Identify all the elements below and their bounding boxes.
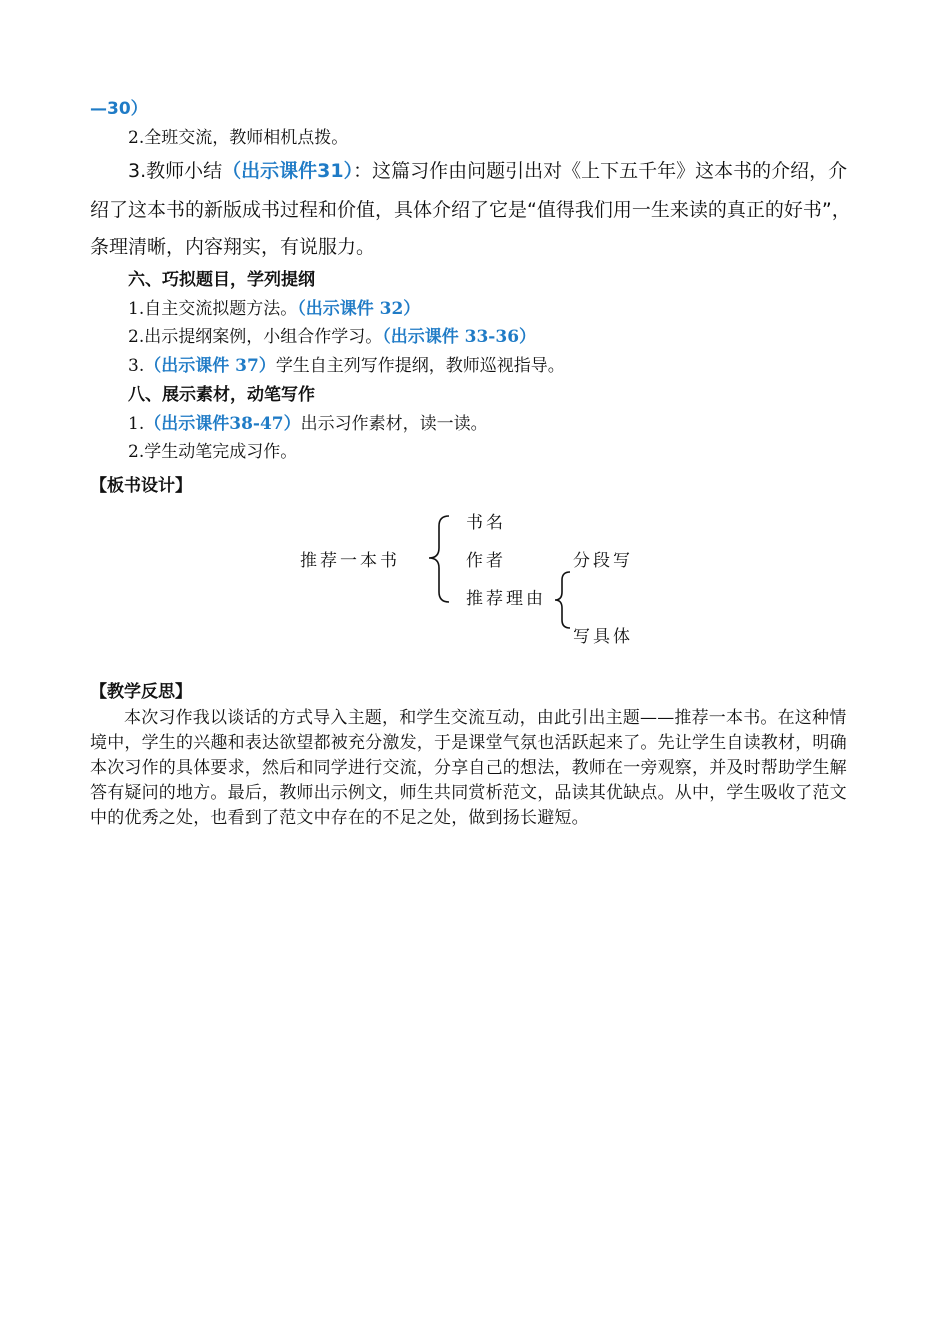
board-sub-segmented: 分段写: [573, 551, 633, 571]
courseware-ref: （出示课件38-47）: [144, 414, 301, 434]
brace-main-icon: [425, 514, 455, 604]
courseware-ref-continued: —30）: [90, 99, 148, 119]
reflection-heading: 【教学反思】: [90, 682, 192, 702]
step-show-materials: 1.（出示课件38-47）出示习作素材，读一读。: [128, 414, 488, 434]
board-item-book-name: 书名: [466, 513, 506, 533]
section-heading-8: 八、展示素材，动笔写作: [128, 385, 315, 405]
board-design-heading: 【板书设计】: [90, 476, 192, 496]
teacher-summary-line-1: 3.教师小结（出示课件31）：这篇习作由问题引出对《上下五千年》这本书的介绍，介: [128, 160, 848, 182]
step-write-outline: 3.（出示课件 37）学生自主列写作提纲，教师巡视指导。: [128, 356, 565, 376]
teacher-summary-line-3: 条理清晰，内容翔实，有说服力。: [90, 236, 376, 258]
board-center-title: 推荐一本书: [300, 551, 400, 571]
board-sub-specific: 写具体: [573, 627, 633, 647]
teacher-summary-line-2: 绍了这本书的新版成书过程和价值，具体介绍了它是“值得我们用一生来读的真正的好书”，: [90, 199, 851, 221]
reflection-paragraph: 本次习作我以谈话的方式导入主题，和学生交流互动，由此引出主题——推荐一本书。在这种情境中，学生的兴趣和表达欲望都被充分激发，于是课堂气氛也活跃起来了。先让学生自读教材，明确本次习作的具体要求，然后和同学进行交流，分享自己的想法，教师在一旁观察，并及时帮助学生解答有疑问的地方。最后，教师出示例文，师生共同赏析范文，品读其优缺点。从中，学生吸收了范文中的优秀之处，也看到了范文中存在的不足之处，做到扬长避短。: [90, 708, 847, 828]
section-heading-6: 六、巧拟题目，学列提纲: [128, 270, 315, 290]
courseware-ref: （出示课件 33-36）: [382, 327, 537, 347]
brace-sub-icon: [552, 570, 576, 630]
step-outline-cases: 2.出示提纲案例，小组合作学习。（出示课件 33-36）: [128, 327, 537, 347]
step-write-essay: 2.学生动笔完成习作。: [128, 442, 298, 462]
step-class-discussion: 2.全班交流，教师相机点拨。: [128, 128, 349, 148]
board-item-author: 作者: [466, 551, 506, 571]
courseware-ref: （出示课件 32）: [297, 299, 421, 319]
courseware-ref: （出示课件 37）: [144, 356, 276, 376]
board-item-reasons: 推荐理由: [466, 589, 546, 609]
courseware-ref: （出示课件31）: [222, 160, 354, 182]
step-title-methods: 1.自主交流拟题方法。（出示课件 32）: [128, 299, 421, 319]
